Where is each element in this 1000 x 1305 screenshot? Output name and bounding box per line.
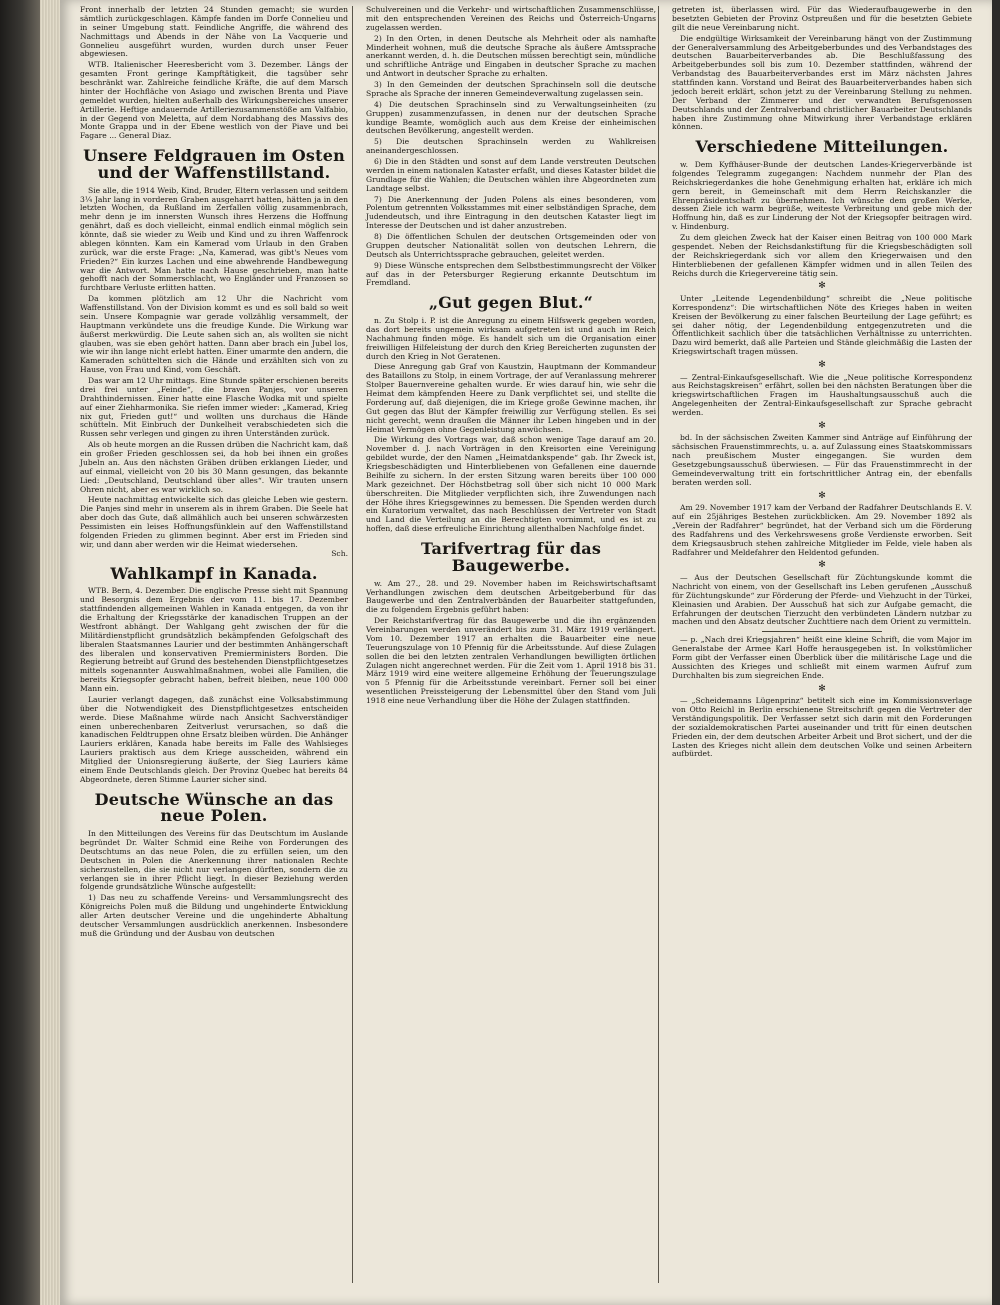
article-paragraph: getreten ist, überlassen wird. Für das Wiederaufbaugewerbe in den besetzten Gebieten der Provinz Ostpreußen und für die besetzten Gebiete gilt die neue Vereinbarung nicht. [672,6,972,32]
article-paragraph: 5) Die deutschen Sprachinseln werden zu Wahlkreisen aneinandergeschlossen. [366,137,656,156]
article-paragraph: 9) Diese Wünsche entsprechen dem Selbstbestimmungsrecht der Völker auf das in der Petersburger Regierung erkannte Deutschtum im Fremdland. [366,260,656,288]
article-paragraph: Das war am 12 Uhr mittags. Eine Stunde später erschienen bereits drei frei unter „Feinde“, die braven Panjes, vor unseren Drahthindernissen. Einer hatte eine Flasche Wodka mit und spielte auf einer Ziehharmonika. Sie riefen immer wieder: „Kamerad, Krieg nix gut, Frieden gut!“ und wollten uns durchaus die Hände schütteln. Mit Einbruch der Dunkelheit verabschiedeten sich die Russen sehr verlegen und gingen zu ihren Unterständen zurück. [80,376,348,439]
article-headline: „Gut gegen Blut.“ [428,293,594,313]
article-paragraph: Zu dem gleichen Zweck hat der Kaiser einen Beitrag von 100 000 Mark gespendet. Neben der Reichsdankstiftung für die Kriegsbeschädigten soll der Reichskriegerdank sich vor allem den Kriegerwaisen und den Hinterbliebenen der gefallenen Kämpfer widmen und in allen Teilen des Reichs durch die Kriegervereine tätig sein. [672,233,972,278]
article-paragraph: 4) Die deutschen Sprachinseln sind zu Verwaltungseinheiten (zu Gruppen) zusammenzufassen, in denen nur der deutschen Sprache kundige Beamte, womöglich auch aus dem Kreise der einheimischen deutschen Bevölkerung, angestellt werden. [366,99,656,136]
article-paragraph: 8) Die öffentlichen Schulen der deutschen Ortsgemeinden oder von Gruppen deutscher Nationalität sollen von deutschen Lehrern, die Deutsch als Unterrichtssprache gebrauchen, geleitet werden. [366,232,656,259]
asterism-separator: ✻ [818,281,826,292]
article-headline: Wahlkampf in Kanada. [110,563,318,583]
divider [762,631,882,632]
article-paragraph: Da kommen plötzlich am 12 Uhr die Nachricht vom Waffenstillstand. Von der Division kommt es und es soll bald so weit sein. Unsere Kompagnie war gerade vollzählig versammelt, der Hauptmann verkündete uns die freudige Kunde. Die Wirkung war äußerst merkwürdig. Die Leute sahen sich an, als wollten sie nicht glauben, was sie eben gehört hatten. Dann aber brach ein Jubel los, wie wir ihn lange nicht erlebt hatten. Einer umarmte den andern, die Kameraden schüttelten sich die Hände und erzählten sich von zu Hause, von Frau und Kind, vom Geschäft. [80,294,348,375]
article-paragraph: w. Dem Kyffhäuser-Bunde der deutschen Landes-Kriegerverbände ist folgendes Telegramm zugegangen: Nachdem nunmehr der Plan des Reichskriegerdankes die hohe Genehmigung erhalten hat, erkläre ich mich gern bereit, in Gemeinschaft mit dem Herrn Reichskanzler die Ehrenpräsidentschaft zu übernehmen. Ich wünsche dem großen Werke, dessen Ziele ich warm begrüße, weiteste Verbreitung und gebe mich der Hoffnung hin, daß es zur Linderung der Not der Kriegsopfer beitragen wird. v. Hindenburg. [672,160,972,232]
author-signature: Sch. [331,548,348,558]
article-paragraph: — Aus der Deutschen Gesellschaft für Züchtungskunde kommt die Nachricht von einem, von der Gesellschaft ins Leben gerufenen „Ausschuß für Züchtungskunde“ zur Förderung der Pferde- und Viehzucht in der Türkei, Kleinasien und Arabien. Der Ausschuß hat sich zur Aufgabe gemacht, die Erfahrungen der deutschen Tierzucht den verbündeten Ländern nutzbar zu machen und den Absatz deutscher Zuchttiere nach dem Orient zu vermitteln. [672,573,972,627]
article-paragraph: Laurier verlangt dagegen, daß zunächst eine Volksabstimmung über die Notwendigkeit des Dienstpflichtgesetzes entscheiden werde. Diese Maßnahme würde nach Ansicht Sachverständiger einen unberechenbaren Zeitverlust verursachen, so daß die kanadischen Feldtruppen ohne Ersatz bleiben würden. Die Anhänger Lauriers erklären, Kanada habe bereits im Falle des Wahlsieges Lauriers praktisch aus dem Kriege ausscheiden, während ein Mitglied der Unionsregierung äußerte, der Sieg Lauriers käme einem Ende Deutschlands gleich. Der Provinz Quebec hat bereits 84 Abgeordnete, deren Stimme Laurier sicher sind. [80,694,348,784]
article-paragraph: — p. „Nach drei Kriegsjahren“ heißt eine kleine Schrift, die vom Major im Generalstabe der Armee Karl Hoffe herausgegeben ist. In volkstümlicher Form gibt der Verfasser einen Überblick über die militärische Lage und die Aussichten des Krieges und schließt mit einem warmen Aufruf zum Durchhalten bis zum siegreichen Ende. [672,635,972,680]
article-paragraph: n. Zu Stolp i. P. ist die Anregung zu einem Hilfswerk gegeben worden, das dort bereits ungemein wirksam aufgetreten ist und auch im Reich Nachahmung finden möge. Es handelt sich um die Organisation einer freiwilligen Hilfeleistung der durch den Krieg Bereicherten zugunsten der durch den Krieg in Not Geratenen. [366,316,656,361]
article-paragraph: In den Mitteilungen des Vereins für das Deutschtum im Auslande begründet Dr. Walter Schmid eine Reihe von Forderungen des Deutschtums an das neue Polen, die zu erfüllen seien, um den Deutschen in Polen die Anerkennung ihrer nationalen Rechte sicherzustellen, die sie nicht nur verlangen dürften, sondern die zu verlangen sie in ihrer Pflicht liegt. In dieser Beziehung werden folgende grundsätzliche Wünsche aufgestellt: [80,829,348,892]
article-paragraph: 1) Das neu zu schaffende Vereins- und Versammlungsrecht des Königreichs Polen muß die Bildung und ungehinderte Entwicklung aller Arten deutscher Vereine und die ungehinderte Abhaltung deutscher Versammlungen ausdrücklich anerkennen. Insbesondere muß die Gründung und der Ausbau von deutschen [80,893,348,938]
newspaper-page [60,0,992,1305]
article-paragraph: bd. In der sächsischen Zweiten Kammer sind Anträge auf Einführung der sächsischen Frauenstimmrechts, u. a. auf Zulassung eines Staatskommissars nach preußischem Muster eingegangen. Sie wurden dem Gesetzgebungsausschuß überwiesen. — Für das Frauenstimmrecht in der Gemeindeverwaltung tritt ein fortschrittlicher Antrag ein, der ebenfalls beraten werden soll. [672,433,972,487]
article-paragraph: WTB. Bern, 4. Dezember. Die englische Presse sieht mit Spannung und Besorgnis dem Ergebnis der vom 11. bis 17. Dezember stattfindenden allgemeinen Wahlen in Kanada entgegen, da von ihr die Erhaltung der Kriegsstärke der kanadischen Truppen an der Westfront abhängt. Der Wahlgang geht zwischen der für die Militärdienstpflicht grundsätzlich bekämpfenden Gefolgschaft des liberalen Staatsmannes Laurier und der bestimmten Anhängerschaft des liberalen und konservativen Premierministers Borden. Die Regierung betreibt auf Grund des bestehenden Dienstpflichtgesetzes mittels sogenannter Auswahlmaßnahmen, wobei alle Familien, die bereits Kriegsopfer gebracht haben, befreit bleiben, neue 100 000 Mann ein. [80,586,348,694]
article-paragraph: Schulvereinen und die Verkehr- und wirtschaftlichen Zusammenschlüsse, mit den entsprechenden Vereinen des Reichs und Österreich-Ungarns zugelassen werden. [366,6,656,32]
article-paragraph: w. Am 27., 28. und 29. November haben im Reichswirtschaftsamt Verhandlungen zwischen dem deutschen Arbeitgeberbund für das Baugewerbe und den Zentralverbänden der Bauarbeiter stattgefunden, die zu folgendem Ergebnis geführt haben: [366,578,656,615]
article-paragraph: 3) In den Gemeinden der deutschen Sprachinseln soll die deutsche Sprache als Sprache der inneren Gemeindeverwaltung zugelassen sein. [366,80,656,98]
article-headline: Unsere Feldgrauen im Osten und der Waffenstillstand. [83,146,345,182]
article-paragraph: — Zentral-Einkaufsgesellschaft. Wie die „Neue politische Korrespondenz aus Reichstagskreisen“ erfährt, sollen bei den nächsten Beratungen über die kriegswirtschaftlichen Fragen im Haushaltungsausschuß auch die Angelegenheiten der Zentral-Einkaufsgesellschaft zur Sprache gebracht werden. [672,372,972,418]
article-paragraph: Unter „Leitende Legendenbildung“ schreibt die „Neue politische Korrespondenz“: Die wirtschaftlichen Nöte des Krieges haben in weiten Kreisen der Bevölkerung zu einer falschen Beurteilung der Lage geführt; es sei daher nötig, der Legendenbildung entgegenzutreten und die Öffentlichkeit sachlich über die tatsächlichen Verhältnisse zu unterrichten. Dazu wird bemerkt, daß alle Parteien und Stände gleichmäßig die Lasten der Kriegswirtschaft tragen müssen. [672,293,972,357]
book-binding [0,0,40,1305]
asterism-separator: ✻ [818,360,826,371]
article-paragraph: Am 29. November 1917 kam der Verband der Radfahrer Deutschlands E. V. auf ein 25jähriges Bestehen zurückblicken. Am 29. November 1892 als „Verein der Radfahrer“ begründet, hat der Verband sich um die Förderung des Radfahrens und des Verkehrswesens große Verdienste erworben. Seit dem Kriegsausbruch stehen zahlreiche Mitglieder im Felde, viele haben als Radfahrer und Meldefahrer den Heldentod gefunden. [672,503,972,557]
article-text: Front innerhalb der letzten 24 Stunden gemacht; sie wurden sämtlich zurückgeschlagen. Kämpfe fanden im Dorfe Connelieu und in seiner Umgebung statt. Feindliche Angriffe, die während des Nachmittags und Abends in der Nähe von La Vacquerie und Gonnelieu ausgeführt wurden, wurden durch unser Feuer abgewiesen. [80,6,348,59]
article-headline: Tarifvertrag für das Baugewerbe. [420,539,602,575]
asterism-separator: ✻ [818,490,826,501]
asterism-separator: ✻ [818,560,826,571]
column-middle [360,6,662,1285]
article-paragraph: — „Scheidemanns Lügenprinz“ betitelt sich eine im Kommissionsverlage von Otto Reichl in Berlin erschienene Streitschrift gegen die Vertreter der Verständigungspolitik. Der Verfasser setzt sich darin mit den Forderungen der sozialdemokratischen Partei auseinander und tritt für einen deutschen Frieden ein, der dem deutschen Arbeiter Arbeit und Brot sichert, und der die Lasten des Krieges nicht allein dem deutschen Volke und seinen Arbeitern aufbürdet. [672,696,972,759]
article-text: WTB. Italienischer Heeresbericht vom 3. Dezember. Längs der gesamten Front geringe Kampftätigkeit, die tagsüber sehr beschränkt war. Zahlreiche feindliche Kräfte, die auf dem Marsch hinter der Hochfläche von Asiago und zwischen Brenta und Piave gemeldet wurden, hielten außerhalb des Wirkungsbereiches unserer Artillerie. Heftige andauernde Artilleriezusammenstöße am Valfabio, in der Gegend von Meletta, auf dem Nordabhang des Massivs des Monte Grappa und in der Ebene westlich von der Piave und bei Fagare ... General Diaz. [80,60,348,141]
article-paragraph: Die Wirkung des Vortrags war, daß schon wenige Tage darauf am 20. November d. J. nach Vorträgen in den Kreisorten eine Vereinigung gebildet wurde, der den Namen „Heimatdankspende“ gab. Ihr Zweck ist, Kriegsbeschädigten und Hinterbliebenen von Gefallenen eine dauernde Beihilfe zu sichern. In der ersten Sitzung waren bereits über 100 000 Mark gezeichnet. Der Höchstbetrag soll über sich nicht 10 000 Mark überschreiten. Die Mitglieder verpflichten sich, ihre Zuwendungen nach der Höhe ihres Kriegsgewinnes zu bemessen. Die Spenden werden durch ein Kuratorium verwaltet, das nach Beschlüssen der Vertreter von Stadt und Land die Verteilung an die Berechtigten vornimmt, und es ist zu hoffen, daß diese erfreuliche Einrichtung allenthalben Nachfolge findet. [366,435,656,534]
article-headline: Deutsche Wünsche an das neue Polen. [94,789,334,826]
article-paragraph: Die endgültige Wirksamkeit der Vereinbarung hängt von der Zustimmung der Generalversammlung des Arbeitgeberbundes und des Verbandstages des deutschen Bauarbeiterverbandes ab. Die Beschlußfassung des Arbeitgeberbundes soll bis zum 10. Dezember stattfinden, während der Verbandstag des Bauarbeiterverbandes erst im März nächsten Jahres stattfinden kann. Vorstand und Beirat des Bauarbeiterverbandes haben sich jedoch bereit erklärt, schon jetzt zu der Vereinbarung Stellung zu nehmen. Der Verband der Zimmerer und der verwandten Berufsgenossen Deutschlands und der Zentralverband christlicher Bauarbeiter Deutschlands haben ihre Zustimmung ohne Mitwirkung ihrer Verbandstage erklären können. [672,33,972,132]
article-paragraph: Heute nachmittag entwickelte sich das gleiche Leben wie gestern. Die Panjes sind mehr in unserem als in ihrem Graben. Die Seele hat aber doch das Gute, daß allmählich auch bei unseren schwärzesten Pessimisten ein leises Hoffnungsfünklein auf den Waffenstillstand folgenden Frieden zu glimmen beginnt. Aber erst im Frieden sind wir, und dann aber werden wir die Heimat wiedersehen. [80,495,348,549]
article-headline: Verschiedene Mitteilungen. [695,137,949,157]
article-paragraph: Diese Anregung gab Graf von Kaustzin, Hauptmann der Kommandeur des Bataillons zu Stolp, in einem Vortrage, der auf Veranlassung mehrerer Stolper Bauernvereine gehalten wurde. Er wies darauf hin, wie sehr die Heimat dem kämpfenden Heere zu Dank verpflichtet sei, und stellte die Forderung auf, daß diejenigen, die im Kriege große Gewinne machen, ihr Gut gegen das Blut der Kämpfer freiwillig zur Verfügung stellen. Es sei nicht gerecht, wenn draußen die Männer ihr Leben hingeben und in der Heimat Vermögen ohne Gegenleistung anwüchsen. [366,362,656,434]
article-paragraph: Als ob heute morgen an die Russen drüben die Nachricht kam, daß ein großer Frieden geschlossen sei, da hob bei ihnen ein großes Jubeln an. Aus den nächsten Gräben drüben erklangen Lieder, und auf einmal, vielleicht von 20 bis 30 Mann gesungen, das bekannte Lied: „Deutschland, Deutschland über alles“. Wir trauten unsern Ohren nicht, aber es war wirklich so. [80,440,348,494]
article-paragraph: 6) Die in den Städten und sonst auf dem Lande verstreuten Deutschen werden in einem nationalen Kataster erfaßt, und dieses Kataster bildet die Grundlage für die Wahlen; die Deutschen wählen ihre Abgeordneten zum Landtage selbst. [366,157,656,193]
article-paragraph: Sie alle, die 1914 Weib, Kind, Bruder, Eltern verlassen und seitdem 3¼ Jahr lang in vorderen Graben ausgeharrt hatten, hätten ja in den letzten Wochen, da Rußland im Zerfallen völlig zusammenbrach, mehr denn je im innersten Wunsch ihres Herzens die Hoffnung genährt, daß es doch vielleicht, einmal endlich einmal möglich sein könnte, daß sie wieder zu Weib und Kind und zu ihren Waffenrock ablegen könnten. Kam ein Kamerad vom Urlaub in den Graben zurück, war die erste Frage: „Na, Kamerad, was gibt's Neues vom Frieden?“ Ein kurzes Lachen und eine abwehrende Handbewegung war die Antwort. Man hatte nach Hause geschrieben, man hatte gehofft nach der Sommerschlacht, wo Engländer und Franzosen so furchtbare Verluste erlitten hatten. [80,185,348,293]
article-paragraph: 2) In den Orten, in denen Deutsche als Mehrheit oder als namhafte Minderheit wohnen, muß die deutsche Sprache als äußere Amtssprache anerkannt werden, d. h. die Deutschen müssen berechtigt sein, mündliche und schriftliche Anträge und Eingaben in deutscher Sprache zu machen und Antwort in deutscher Sprache zu erhalten. [366,33,656,79]
asterism-separator: ✻ [818,683,826,694]
column-right [666,6,978,1285]
column-left [74,6,354,1285]
article-paragraph: 7) Die Anerkennung der Juden Polens als eines besonderen, vom Polentum getrennten Volksstammes mit einer selbständigen Sprache, dem Judendeutsch, und ihre Eintragung in den deutschen Kataster liegt im Interesse der Deutschen und ist daher anzustreben. [366,194,656,231]
page-stack-edge [40,0,62,1305]
article-paragraph: Der Reichstarifvertrag für das Baugewerbe und die ihn ergänzenden Vereinbarungen werden unverändert bis zum 31. März 1919 verlängert. Vom 10. Dezember 1917 an erhalten die Bauarbeiter eine neue Teuerungszulage von 10 Pfennig für die Arbeitsstunde. Auf diese Zulagen sollen die bei den letzten zentralen Verhandlungen bewilligten örtlichen Zulagen nicht angerechnet werden. Für die Zeit vom 1. April 1918 bis 31. März 1919 wird eine weitere allgemeine Erhöhung der Teuerungszulage von 5 Pfennig für die Arbeitsstunde vereinbart. Ferner soll bei einer wesentlichen Preissteigerung der Lebensmittel über den Stand vom Juli 1918 eine neue Verhandlung über die Höhe der Zulagen stattfinden. [366,616,656,706]
asterism-separator: ✻ [818,420,826,431]
